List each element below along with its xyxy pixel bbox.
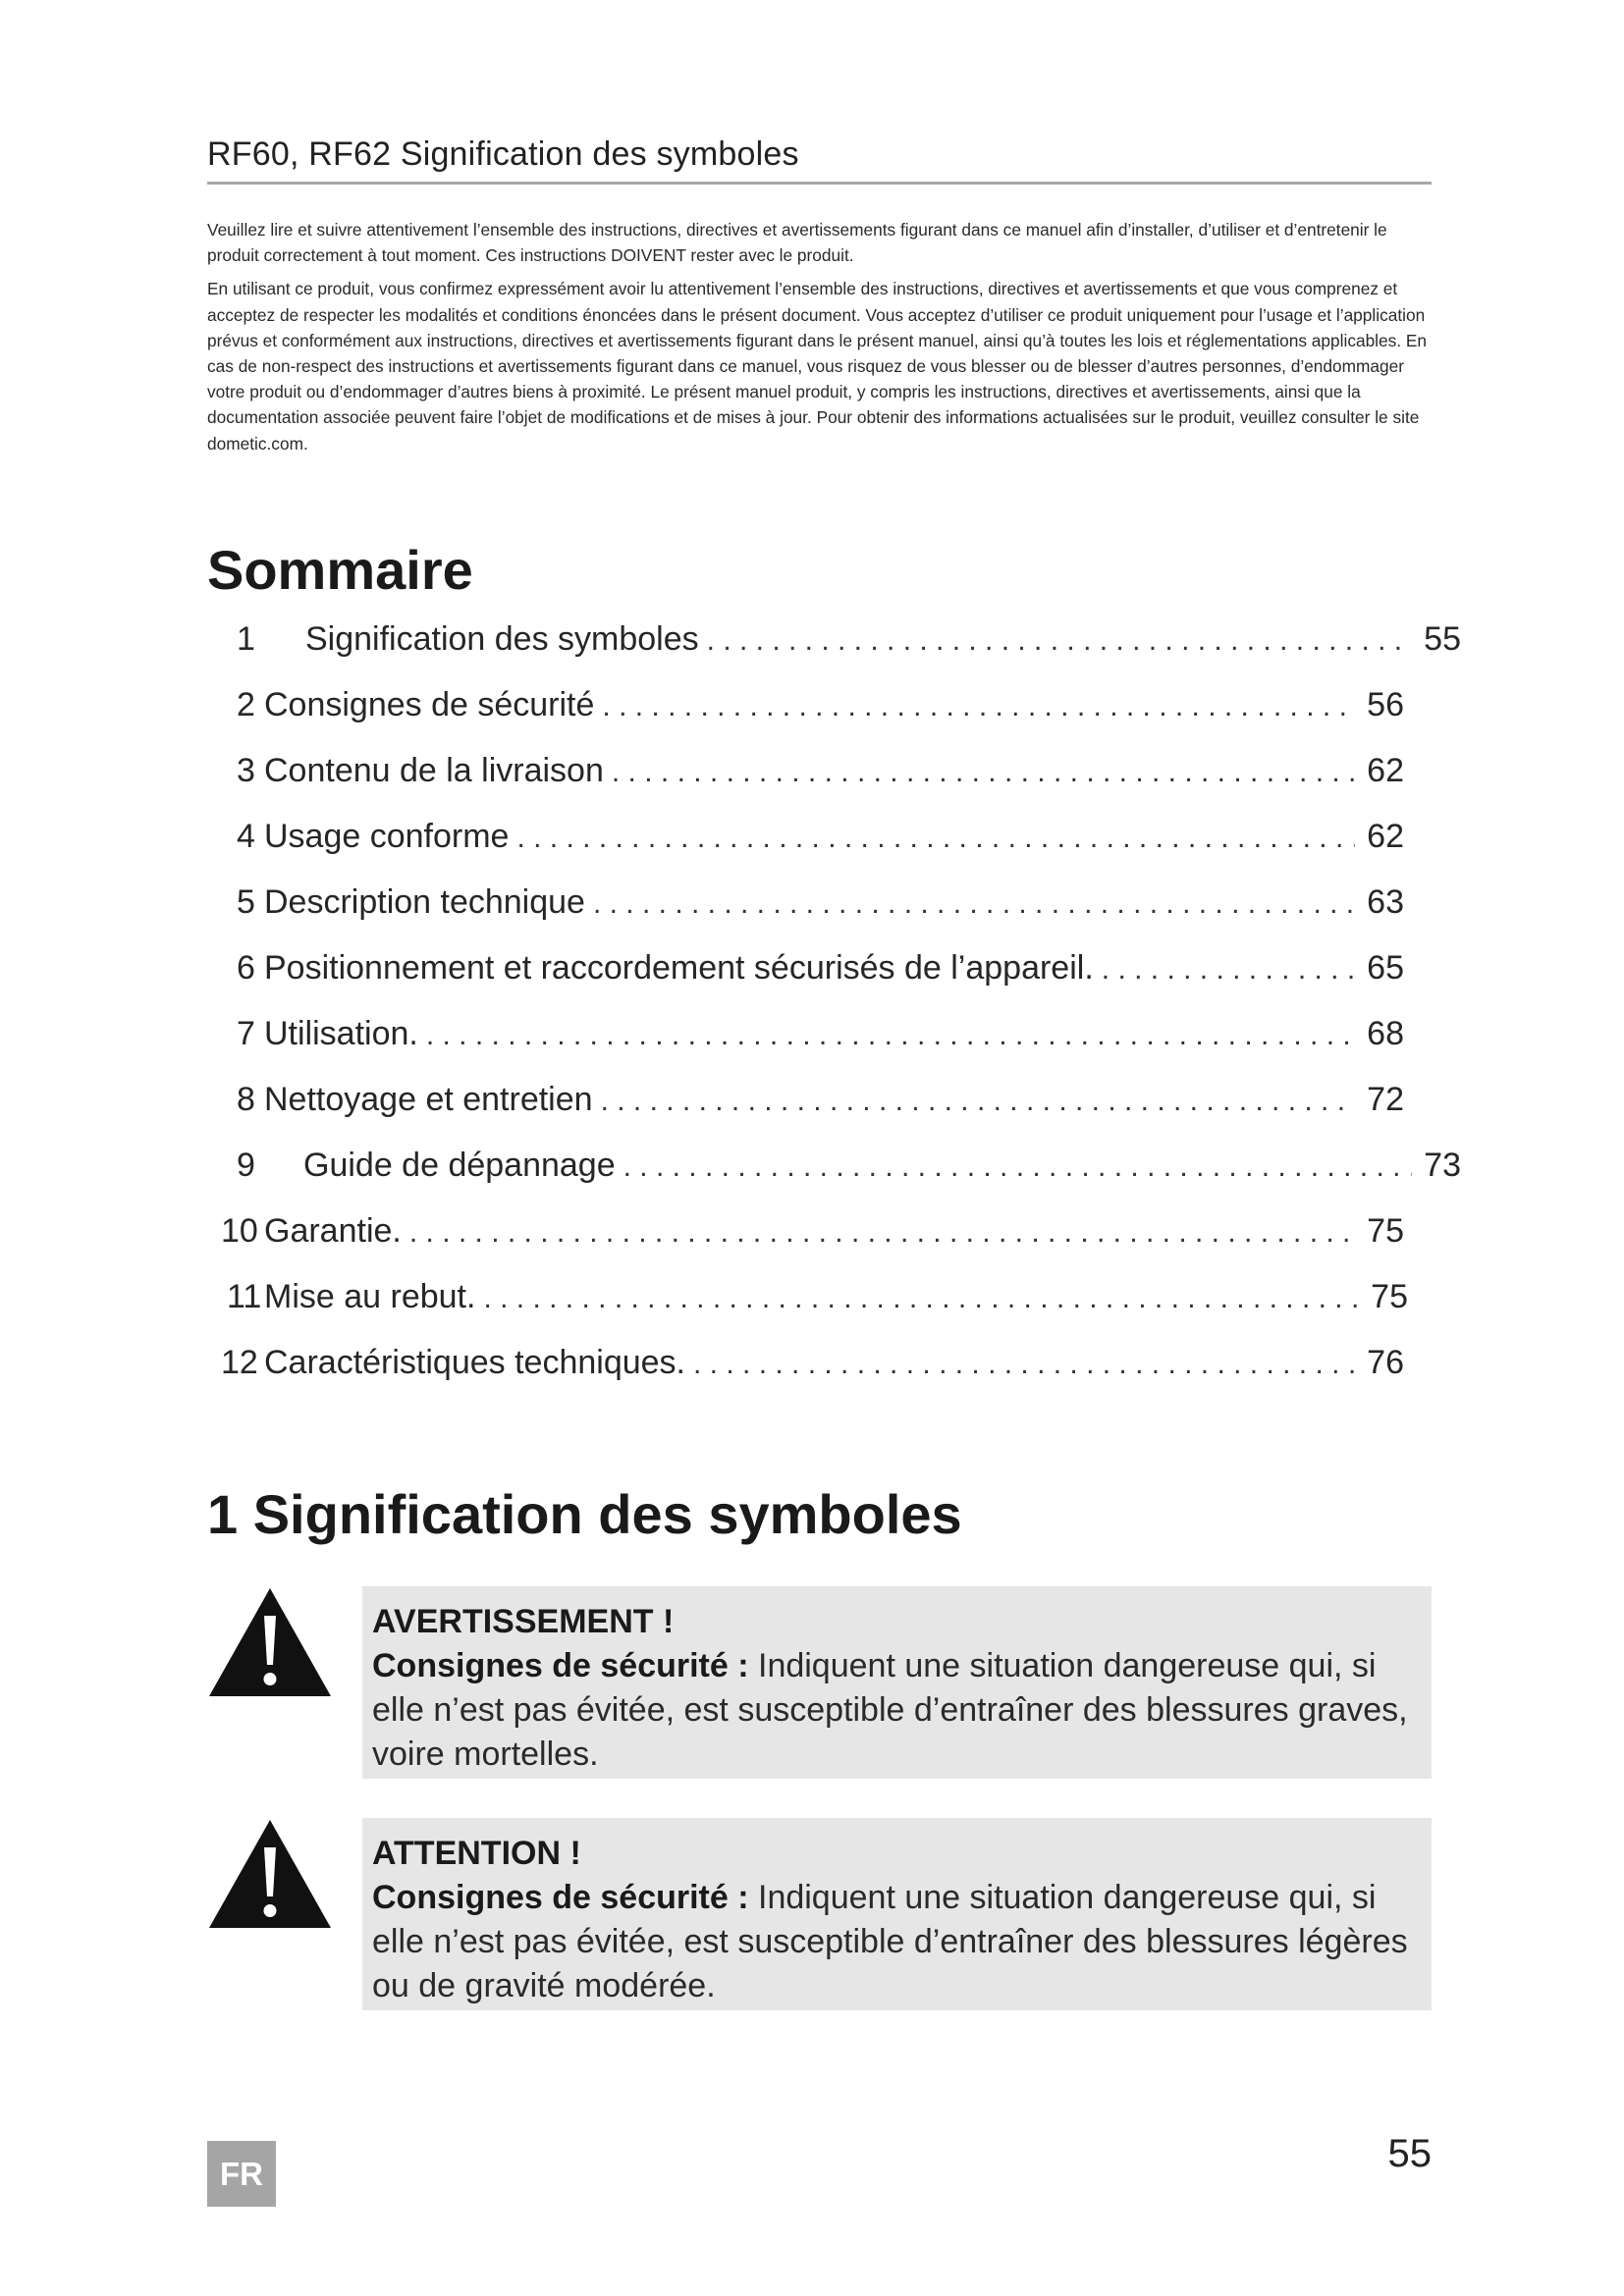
toc-leader-dots bbox=[516, 822, 1355, 855]
toc-entry-title: Utilisation. bbox=[264, 1015, 418, 1052]
toc-leader-dots bbox=[1102, 953, 1355, 987]
toc-entry-7[interactable] bbox=[237, 1015, 1404, 1064]
toc-entry-page: 75 bbox=[1367, 1212, 1404, 1250]
intro-paragraph: Veuillez lire et suivre attentivement l’ensemble des instructions, directives et avertissements figurant dans ce manuel afin d’installer, d’utiliser et d’entretenir le produit correctement à tout moment. Ces instructions DOIVENT rester avec le produit. bbox=[207, 220, 1387, 266]
toc-entry-number: 8 bbox=[237, 1081, 255, 1118]
toc-entry-number: 5 bbox=[237, 883, 255, 921]
toc-entry-9[interactable] bbox=[237, 1147, 1461, 1196]
toc-entry-title: Consignes de sécurité bbox=[264, 686, 595, 723]
toc-leader-dots bbox=[612, 756, 1355, 789]
toc-entry-title: Usage conforme bbox=[264, 818, 510, 855]
intro-paragraph: En utilisant ce produit, vous confirmez expressément avoir lu attentivement l’ensemble des instructions, directives et avertissements et que vous comprenez et acceptez de respecter les modalités et conditions énoncées dans le présent document. Vous acceptez d’utiliser ce produit uniquement pour l’usage et l’application prévus et conformément aux instructions, directives et avertissements figurant dans le présent manuel, ainsi qu’à toutes les lois et réglementations applicables. En cas de non-respect des instructions et avertissements figurant dans ce manuel, vous risquez de vous blesser ou de blesser d’autres personnes, d’endommager votre produit ou d’endommager d’autres biens à proximité. Le présent manuel produit, y compris les instructions, directives et avertissements, ainsi que la documentation associée peuvent faire l’objet de modifications et de mises à jour. Pour obtenir des informations actualisées sur le produit, veuillez consulter le site dometic.com. bbox=[207, 279, 1428, 454]
intro-text bbox=[207, 217, 1432, 464]
toc-entry-number: 12 bbox=[221, 1344, 258, 1381]
toc-entry-number: 9 bbox=[237, 1147, 255, 1184]
toc-entry-2[interactable] bbox=[237, 686, 1404, 735]
toc-entry-title: Description technique bbox=[264, 883, 585, 921]
notice-text: Indiquent une situation dangereuse qui, si elle n’est pas évitée, est susceptible d’entraîner des blessures graves, voire mortelles. bbox=[372, 1647, 1408, 1773]
toc-entry-11[interactable] bbox=[227, 1278, 1408, 1327]
toc-leader-dots bbox=[602, 690, 1355, 723]
header-divider bbox=[207, 182, 1432, 185]
toc-entry-page: 73 bbox=[1424, 1147, 1461, 1184]
toc-entry-6[interactable] bbox=[237, 949, 1404, 998]
toc-leader-dots bbox=[409, 1216, 1355, 1250]
toc-entry-page: 55 bbox=[1424, 620, 1461, 658]
toc-leader-dots bbox=[426, 1019, 1355, 1052]
toc-entry-number: 1 bbox=[237, 620, 255, 658]
toc-entry-page: 72 bbox=[1367, 1081, 1404, 1118]
toc-entry-10[interactable] bbox=[221, 1212, 1404, 1261]
toc-entry-page: 56 bbox=[1367, 686, 1404, 723]
toc-entry-page: 63 bbox=[1367, 883, 1404, 921]
toc-entry-page: 65 bbox=[1367, 949, 1404, 987]
section-heading: 1 Signification des symboles bbox=[207, 1483, 962, 1545]
toc-entry-title: Contenu de la livraison bbox=[264, 752, 604, 789]
toc-entry-5[interactable] bbox=[237, 883, 1404, 933]
toc-entry-3[interactable] bbox=[237, 752, 1404, 801]
toc-entry-12[interactable] bbox=[221, 1344, 1404, 1393]
toc-entry-page: 62 bbox=[1367, 818, 1404, 855]
toc-entry-8[interactable] bbox=[237, 1081, 1404, 1130]
toc-entry-title: Caractéristiques techniques. bbox=[264, 1344, 686, 1381]
notice-label: ATTENTION ! bbox=[372, 1835, 581, 1872]
toc-leader-dots bbox=[601, 1085, 1356, 1118]
toc-entry-number: 4 bbox=[237, 818, 255, 855]
toc-entry-1[interactable] bbox=[237, 620, 1461, 669]
toc-entry-page: 68 bbox=[1367, 1015, 1404, 1052]
toc-entry-title: Positionnement et raccordement sécurisés de l’appareil. bbox=[264, 949, 1094, 987]
toc-heading: Sommaire bbox=[207, 539, 473, 601]
warning-notice bbox=[362, 1586, 1432, 1779]
toc-entry-number: 2 bbox=[237, 686, 255, 723]
notice-label: AVERTISSEMENT ! bbox=[372, 1603, 675, 1640]
notice-lead: Consignes de sécurité : bbox=[372, 1647, 749, 1684]
toc-entry-title: Nettoyage et entretien bbox=[264, 1081, 593, 1118]
toc-entry-number: 3 bbox=[237, 752, 255, 789]
toc-entry-title: Garantie. bbox=[264, 1212, 402, 1250]
toc-entry-page: 62 bbox=[1367, 752, 1404, 789]
toc-entry-title: Guide de dépannage bbox=[303, 1147, 616, 1184]
notice-lead: Consignes de sécurité : bbox=[372, 1879, 749, 1916]
language-badge: FR bbox=[207, 2141, 276, 2207]
warning-triangle-icon bbox=[207, 1586, 333, 1698]
toc-leader-dots bbox=[623, 1150, 1413, 1184]
toc-entry-page: 76 bbox=[1367, 1344, 1404, 1381]
toc-entry-title: Mise au rebut. bbox=[264, 1278, 476, 1315]
toc-entry-number: 11 bbox=[227, 1278, 262, 1315]
warning-triangle-icon bbox=[207, 1818, 333, 1930]
toc-entry-4[interactable] bbox=[237, 818, 1404, 867]
toc-leader-dots bbox=[707, 624, 1413, 658]
toc-entry-title: Signification des symboles bbox=[305, 620, 699, 658]
toc-entry-number: 6 bbox=[237, 949, 255, 987]
toc-entry-number: 10 bbox=[221, 1212, 258, 1250]
toc-leader-dots bbox=[693, 1348, 1355, 1381]
running-header: RF60, RF62 Signification des symboles bbox=[207, 135, 799, 173]
notice-text: Indiquent une situation dangereuse qui, si elle n’est pas évitée, est susceptible d’entraîner des blessures légères ou de gravité modérée. bbox=[372, 1879, 1408, 2004]
page-number: 55 bbox=[1387, 2132, 1432, 2175]
toc-entry-page: 75 bbox=[1371, 1278, 1408, 1315]
toc-leader-dots bbox=[593, 887, 1355, 921]
caution-notice bbox=[362, 1818, 1432, 2010]
toc-leader-dots bbox=[483, 1282, 1359, 1315]
toc-entry-number: 7 bbox=[237, 1015, 255, 1052]
